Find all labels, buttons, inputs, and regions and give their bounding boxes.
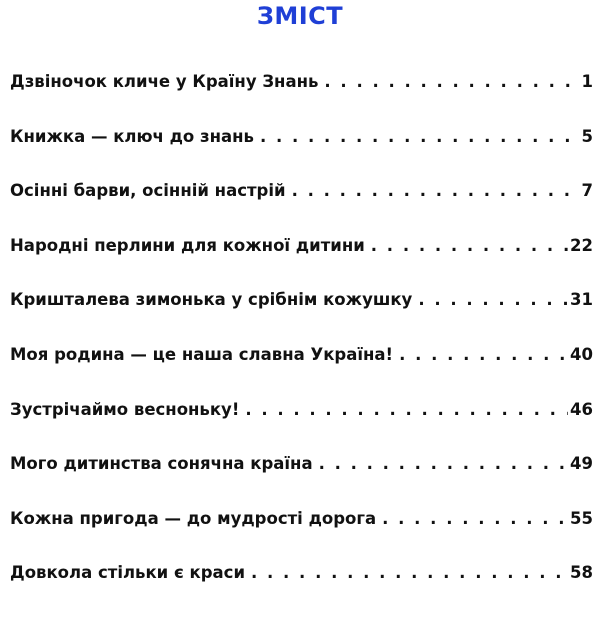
dot-leader [324, 72, 579, 91]
toc-entry-1[interactable] [0, 72, 600, 127]
toc-entry-10[interactable] [0, 563, 600, 618]
dot-leader [260, 127, 580, 146]
toc-entry-page: 31 [570, 290, 593, 310]
toc-entry-7[interactable] [0, 400, 600, 455]
page-title: ЗМІСТ [256, 2, 344, 30]
toc-entry-title: Народні перлини для кожної дитини [10, 235, 365, 255]
toc-entry-title: Кришталева зимонька у срібнім кожушку [10, 290, 413, 310]
dot-leader [399, 345, 568, 364]
dot-leader [382, 509, 568, 528]
toc-entry-6[interactable] [0, 345, 600, 400]
toc-entry-8[interactable] [0, 454, 600, 509]
toc-entry-9[interactable] [0, 509, 600, 564]
toc-entry-2[interactable] [0, 127, 600, 182]
toc-entry-title: Книжка — ключ до знань [10, 126, 254, 146]
toc-entry-page: 1 [581, 72, 593, 91]
table-of-contents [0, 72, 600, 618]
dot-leader [418, 290, 568, 309]
toc-entry-page: 46 [570, 399, 593, 419]
dot-leader [319, 454, 568, 473]
dot-leader [245, 400, 568, 419]
toc-entry-title: Зустрічаймо весноньку! [10, 399, 240, 419]
toc-entry-5[interactable] [0, 290, 600, 345]
toc-entry-page: 5 [581, 126, 593, 146]
toc-entry-title: Мого дитинства сонячна країна [10, 454, 313, 474]
toc-entry-title: Моя родина — це наша славна Україна! [10, 344, 394, 364]
toc-entry-3[interactable] [0, 181, 600, 236]
toc-entry-title: Осінні барви, осінній настрій [10, 181, 286, 201]
toc-entry-title: Кожна пригода — до мудрості дорога [10, 508, 377, 528]
toc-entry-4[interactable] [0, 236, 600, 291]
toc-entry-page: 22 [570, 235, 593, 255]
dot-leader [371, 236, 568, 255]
toc-entry-page: 49 [570, 454, 593, 474]
toc-entry-page: 55 [570, 508, 593, 528]
toc-entry-page: 7 [581, 181, 593, 201]
dot-leader [251, 563, 568, 582]
toc-entry-title: Дзвіночок кличе у Країну Знань [10, 72, 319, 91]
toc-entry-page: 58 [570, 563, 593, 583]
dot-leader [292, 181, 580, 200]
toc-entry-title: Довкола стільки є краси [10, 563, 246, 583]
toc-entry-page: 40 [570, 344, 593, 364]
